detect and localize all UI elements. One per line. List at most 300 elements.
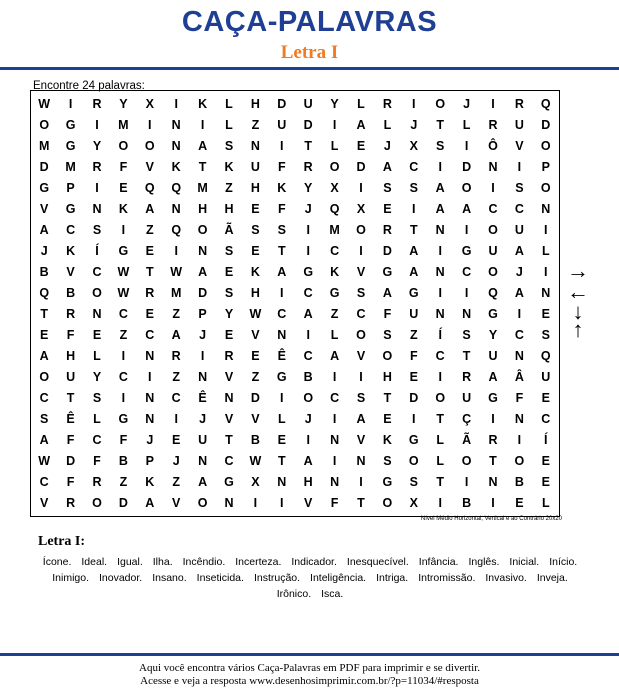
grid-cell: P: [145, 454, 154, 469]
grid-cell: X: [251, 475, 260, 490]
grid-cell: L: [436, 433, 444, 448]
page-subtitle: Letra I: [280, 42, 339, 63]
grid-cell: W: [117, 264, 130, 279]
grid-cell: A: [514, 285, 524, 300]
grid-cell: G: [382, 475, 393, 490]
grid-cell: L: [93, 349, 101, 364]
grid-cell: L: [357, 96, 365, 111]
grid-cell: X: [145, 96, 154, 111]
grid-cell: G: [488, 391, 498, 406]
grid-cell: O: [303, 391, 314, 406]
grid-cell: Í: [95, 243, 99, 258]
grid-cell: D: [356, 159, 366, 174]
grid-cell: A: [39, 433, 49, 448]
word-list-item: Inteligência.: [310, 572, 367, 584]
word-list-item: Infância.: [418, 556, 459, 568]
grid-cell: S: [92, 391, 102, 406]
grid-cell: N: [92, 201, 102, 216]
difficulty-note: Nível Médio Horizontal, Vertical e ao Contrário 20x20: [420, 516, 562, 522]
grid-cell: A: [277, 264, 287, 279]
grid-cell: I: [174, 243, 178, 258]
grid-cell: I: [280, 285, 284, 300]
grid-cell: Q: [39, 285, 50, 300]
grid-cell: Q: [329, 201, 340, 216]
grid-cell: N: [224, 496, 234, 511]
grid-cell: I: [332, 117, 337, 132]
word-list-item: Isca.: [321, 588, 344, 600]
grid-cell: I: [464, 475, 469, 490]
grid-cell: G: [224, 475, 234, 490]
grid-cell: W: [117, 285, 130, 300]
grid-cell: S: [383, 328, 392, 343]
grid-cell: Z: [172, 370, 180, 385]
grid-cell: U: [250, 159, 260, 174]
grid-cell: S: [224, 243, 234, 258]
grid-cell: Q: [171, 222, 182, 237]
grid-cell: O: [144, 138, 155, 153]
grid-cell: O: [118, 138, 129, 153]
grid-cell: R: [382, 222, 392, 237]
grid-cell: K: [330, 264, 340, 279]
grid-cell: I: [306, 222, 310, 237]
grid-cell: I: [95, 180, 99, 195]
grid-cell: I: [280, 138, 284, 153]
grid-cell: G: [39, 180, 50, 195]
grid-cell: F: [409, 349, 418, 364]
grid-cell: N: [277, 328, 287, 343]
word-list-item: Irônico.: [276, 588, 312, 600]
grid-cell: A: [145, 496, 155, 511]
grid-cell: C: [224, 454, 234, 469]
grid-cell: O: [435, 96, 446, 111]
grid-cell: S: [383, 454, 392, 469]
grid-cell: E: [251, 349, 260, 364]
grid-cell: C: [435, 349, 445, 364]
arrow-up-icon: ↑: [572, 317, 584, 342]
grid-cell: G: [276, 370, 287, 385]
grid-cell: F: [119, 159, 128, 174]
grid-cell: O: [540, 138, 551, 153]
grid-cell: H: [224, 201, 234, 216]
grid-cell: R: [488, 117, 498, 132]
grid-cell: I: [332, 454, 337, 469]
grid-cell: P: [66, 180, 75, 195]
grid-cell: F: [330, 496, 339, 511]
grid-cell: O: [540, 180, 551, 195]
grid-cell: O: [197, 496, 208, 511]
grid-cell: Ê: [66, 412, 75, 427]
grid-cell: D: [382, 243, 392, 258]
grid-cell: C: [303, 285, 313, 300]
grid-cell: I: [438, 370, 442, 385]
grid-cell: G: [408, 433, 419, 448]
grid-cell: P: [541, 159, 550, 174]
grid-cell: L: [541, 496, 550, 511]
grid-cell: C: [118, 370, 128, 385]
grid-cell: Ô: [488, 138, 498, 153]
grid-cell: D: [250, 391, 260, 406]
grid-cell: O: [461, 454, 472, 469]
grid-cell: G: [461, 243, 472, 258]
grid-cell: Ê: [198, 391, 207, 406]
grid-cell: F: [93, 454, 101, 469]
grid-cell: U: [488, 349, 498, 364]
grid-cell: I: [491, 412, 495, 427]
grid-cell: J: [383, 138, 391, 153]
word-list-title: Letra I:: [38, 534, 86, 549]
grid-cell: J: [172, 454, 180, 469]
grid-cell: F: [277, 201, 286, 216]
grid-cell: T: [277, 243, 286, 258]
grid-cell: S: [224, 138, 234, 153]
grid-cell: I: [200, 349, 205, 364]
grid-cell: B: [39, 264, 49, 279]
grid-cell: R: [171, 349, 181, 364]
grid-cell: O: [92, 496, 102, 511]
grid-cell: A: [198, 475, 208, 490]
grid-cell: K: [171, 159, 181, 174]
grid-cell: N: [488, 159, 498, 174]
grid-cell: Ã: [462, 433, 472, 448]
grid-cell: T: [436, 412, 444, 427]
grid-cell: Ç: [462, 412, 472, 427]
grid-cell: H: [250, 180, 260, 195]
grid-cell: R: [92, 475, 102, 490]
arrow-left-icon: ←: [567, 279, 589, 304]
grid-cell: C: [303, 349, 313, 364]
grid-cell: J: [515, 264, 523, 279]
grid-cell: N: [198, 370, 208, 385]
grid-cell: V: [356, 433, 366, 448]
word-list-item: Inovador.: [99, 572, 143, 584]
grid-cell: C: [171, 391, 181, 406]
grid-cell: T: [462, 349, 471, 364]
grid-cell: V: [515, 138, 524, 153]
word-list: [30, 554, 590, 602]
grid-cell: N: [198, 243, 208, 258]
grid-cell: I: [412, 201, 416, 216]
grid-cell: I: [306, 243, 310, 258]
grid-cell: E: [224, 264, 234, 279]
word-list-item: Inveja.: [536, 572, 568, 584]
grid-cell: S: [277, 222, 286, 237]
grid-cell: S: [224, 285, 234, 300]
grid-cell: T: [277, 454, 286, 469]
grid-cell: B: [250, 433, 260, 448]
grid-cell: I: [95, 117, 99, 132]
grid-cell: S: [383, 180, 392, 195]
grid-cell: R: [382, 96, 392, 111]
grid-cell: K: [118, 201, 128, 216]
grid-cell: O: [356, 328, 366, 343]
grid-cell: S: [92, 222, 102, 237]
grid-cell: D: [39, 159, 49, 174]
grid-cell: S: [436, 138, 445, 153]
arrow-down-icon: ↓: [572, 299, 584, 324]
grid-cell: X: [330, 180, 339, 195]
grid-cell: E: [251, 243, 260, 258]
grid-cell: M: [65, 159, 76, 174]
grid-cell: E: [356, 138, 366, 153]
grid-cell: V: [224, 412, 234, 427]
grid-cell: I: [544, 222, 548, 237]
grid-cell: I: [491, 96, 495, 111]
grid-cell: C: [514, 201, 524, 216]
grid-cell: L: [330, 138, 339, 153]
grid-cell: U: [541, 370, 551, 385]
grid-cell: A: [356, 117, 366, 132]
grid-cell: T: [409, 222, 418, 237]
grid-cell: Z: [251, 117, 260, 132]
grid-cell: E: [541, 391, 550, 406]
grid-cell: G: [329, 285, 340, 300]
word-search-grid: [30, 90, 560, 517]
grid-cell: A: [145, 201, 155, 216]
grid-cell: N: [145, 349, 155, 364]
word-list-item: Inesquecível.: [346, 556, 409, 568]
grid-cell: F: [66, 433, 75, 448]
grid-cell: Z: [119, 475, 128, 490]
grid-cell: C: [39, 391, 49, 406]
grid-cell: N: [92, 307, 102, 322]
grid-cell: Í: [544, 433, 548, 448]
grid-cell: A: [39, 349, 49, 364]
grid-cell: B: [303, 370, 313, 385]
grid-cell: C: [118, 307, 128, 322]
grid-cell: J: [304, 201, 312, 216]
grid-cell: E: [92, 328, 102, 343]
word-list-item: Instrução.: [253, 572, 301, 584]
top-divider: [0, 67, 619, 70]
grid-cell: I: [148, 117, 152, 132]
grid-cell: S: [515, 180, 524, 195]
grid-cell: C: [39, 475, 49, 490]
grid-cell: I: [438, 243, 442, 258]
grid-cell: N: [198, 454, 208, 469]
grid-cell: A: [514, 243, 524, 258]
grid-cell: R: [303, 159, 313, 174]
grid-cell: I: [306, 328, 310, 343]
word-list-item: Intromissão.: [418, 572, 476, 584]
grid-cell: Q: [171, 180, 182, 195]
grid-cell: I: [332, 412, 337, 427]
grid-cell: I: [148, 370, 152, 385]
grid-cell: H: [66, 349, 76, 364]
grid-cell: D: [541, 117, 551, 132]
footer-line-1: Aqui você encontra vários Caça-Palavras em PDF para imprimir e se divertir.: [139, 662, 480, 674]
grid-cell: T: [145, 264, 154, 279]
grid-cell: G: [65, 138, 76, 153]
grid-cell: I: [544, 264, 548, 279]
grid-cell: N: [435, 264, 445, 279]
word-list-item: Invasivo.: [485, 572, 527, 584]
grid-cell: O: [92, 285, 102, 300]
grid-cell: B: [514, 475, 524, 490]
grid-cell: Q: [144, 180, 155, 195]
grid-cell: J: [199, 328, 207, 343]
grid-cell: Y: [224, 307, 234, 322]
grid-cell: O: [488, 222, 498, 237]
grid-cell: J: [304, 412, 312, 427]
grid-cell: M: [38, 138, 50, 153]
grid-cell: L: [436, 454, 444, 469]
grid-cell: I: [464, 222, 469, 237]
grid-cell: V: [251, 412, 260, 427]
grid-cell: I: [412, 96, 416, 111]
grid-cell: T: [436, 475, 444, 490]
grid-cell: C: [330, 243, 340, 258]
word-list-item: Inimigo.: [52, 572, 89, 584]
grid-cell: Z: [145, 222, 154, 237]
grid-cell: O: [356, 222, 366, 237]
grid-cell: B: [66, 285, 76, 300]
grid-cell: R: [224, 349, 234, 364]
grid-cell: E: [251, 201, 260, 216]
grid-cell: Â: [514, 370, 524, 385]
grid-cell: Z: [119, 328, 128, 343]
grid-cell: B: [462, 496, 472, 511]
grid-cell: K: [145, 475, 155, 490]
grid-cell: J: [146, 433, 154, 448]
grid-cell: A: [198, 138, 208, 153]
grid-cell: U: [514, 117, 524, 132]
word-list-item: Incerteza.: [235, 556, 282, 568]
grid-cell: E: [145, 243, 154, 258]
grid-cell: I: [359, 180, 363, 195]
grid-cell: I: [306, 433, 310, 448]
grid-cell: O: [197, 222, 208, 237]
grid-cell: D: [66, 454, 76, 469]
grid-cell: N: [356, 454, 366, 469]
grid-cell: D: [462, 159, 472, 174]
grid-cell: A: [171, 328, 181, 343]
grid-cell: Z: [172, 475, 180, 490]
grid-cell: W: [170, 264, 183, 279]
grid-cell: S: [409, 475, 418, 490]
grid-cell: R: [92, 159, 102, 174]
grid-cell: G: [118, 412, 129, 427]
grid-cell: E: [383, 412, 392, 427]
grid-cell: N: [171, 138, 181, 153]
grid-cell: I: [174, 412, 178, 427]
grid-cell: N: [435, 307, 445, 322]
grid-cell: R: [462, 370, 472, 385]
footer: [0, 662, 619, 688]
grid-cell: N: [541, 201, 551, 216]
grid-cell: A: [39, 222, 49, 237]
grid-cell: F: [277, 159, 286, 174]
grid-cell: Y: [92, 138, 102, 153]
grid-cell: I: [412, 412, 416, 427]
grid-cell: I: [517, 159, 522, 174]
grid-cell: T: [436, 117, 444, 132]
grid-cell: U: [488, 243, 498, 258]
grid-cell: D: [303, 117, 313, 132]
grid-cell: G: [408, 285, 419, 300]
grid-cell: W: [38, 96, 51, 111]
grid-cell: S: [251, 222, 260, 237]
grid-cell: E: [40, 328, 49, 343]
grid-cell: T: [198, 159, 207, 174]
grid-cell: T: [225, 433, 233, 448]
grid-cell: I: [121, 222, 126, 237]
grid-cell: C: [145, 328, 155, 343]
grid-cell: E: [383, 201, 392, 216]
grid-cell: X: [409, 496, 418, 511]
grid-cell: N: [462, 307, 472, 322]
grid-cell: K: [224, 159, 234, 174]
grid-cell: N: [277, 475, 287, 490]
word-list-item: Inglês.: [468, 556, 500, 568]
grid-cell: H: [250, 96, 260, 111]
grid-cell: J: [199, 412, 207, 427]
grid-cell: Y: [304, 180, 313, 195]
grid-cell: G: [382, 264, 393, 279]
grid-cell: C: [356, 307, 366, 322]
grid-cell: O: [514, 454, 525, 469]
grid-cell: N: [514, 349, 524, 364]
grid-cell: V: [356, 349, 366, 364]
grid-cell: C: [66, 222, 76, 237]
grid-cell: C: [541, 412, 551, 427]
grid-cell: L: [93, 412, 101, 427]
grid-cell: I: [253, 496, 258, 511]
grid-cell: I: [359, 370, 363, 385]
grid-cell: F: [66, 328, 75, 343]
grid-cell: O: [488, 264, 498, 279]
word-list-item: Intriga.: [376, 572, 409, 584]
grid-cell: K: [198, 96, 208, 111]
grid-cell: T: [40, 307, 49, 322]
grid-cell: V: [66, 264, 75, 279]
grid-cell: I: [68, 96, 73, 111]
grid-cell: T: [357, 496, 365, 511]
grid-cell: K: [382, 433, 392, 448]
grid-cell: L: [462, 117, 471, 132]
grid-cell: C: [330, 391, 340, 406]
grid-cell: A: [462, 201, 472, 216]
grid-cell: J: [410, 117, 418, 132]
grid-cell: I: [438, 159, 442, 174]
grid-cell: N: [514, 412, 524, 427]
grid-cell: N: [145, 412, 155, 427]
grid-cell: I: [121, 349, 126, 364]
grid-cell: V: [251, 328, 260, 343]
grid-cell: I: [438, 285, 442, 300]
grid-cell: Ã: [224, 222, 234, 237]
grid-cell: E: [515, 496, 524, 511]
grid-cell: G: [303, 264, 314, 279]
grid-cell: K: [66, 243, 76, 258]
grid-cell: I: [280, 496, 284, 511]
grid-cell: O: [39, 117, 50, 132]
grid-cell: U: [514, 222, 524, 237]
grid-cell: O: [329, 159, 340, 174]
grid-cell: U: [198, 433, 208, 448]
grid-cell: L: [330, 328, 339, 343]
grid-cell: N: [224, 391, 234, 406]
grid-cell: X: [356, 201, 366, 216]
grid-cell: I: [174, 96, 178, 111]
grid-cell: E: [145, 307, 154, 322]
grid-cell: S: [541, 328, 550, 343]
grid-cell: T: [383, 391, 392, 406]
grid-cell: E: [119, 180, 128, 195]
grid-cell: U: [409, 307, 419, 322]
grid-cell: V: [172, 496, 181, 511]
grid-cell: H: [303, 475, 313, 490]
grid-cell: I: [464, 138, 469, 153]
